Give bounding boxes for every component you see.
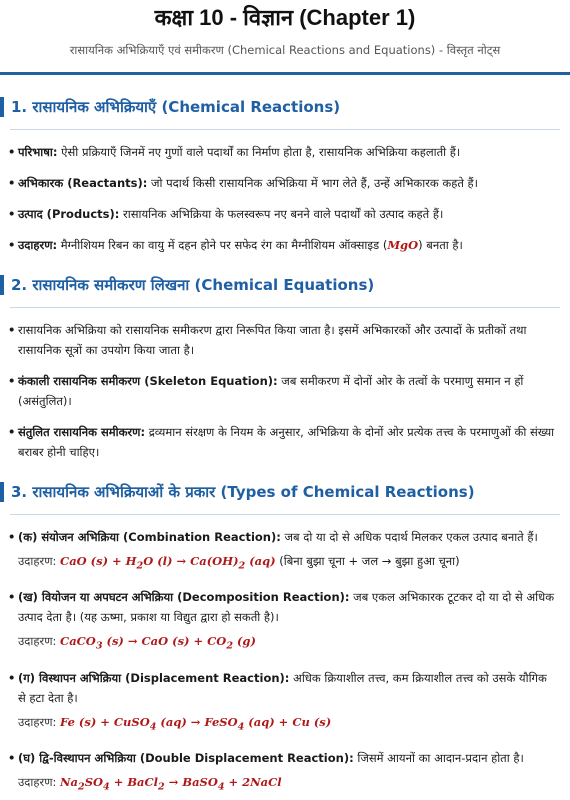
item-term: परिभाषा:: [18, 145, 58, 159]
page-title: कक्षा 10 - विज्ञान (Chapter 1): [154, 5, 416, 30]
header-divider: [0, 72, 570, 75]
section-divider: [10, 514, 560, 515]
list-item: [8, 320, 558, 360]
item-text: जिसमें आयनों का आदान-प्रदान होता है।: [353, 750, 524, 765]
example-formula: $Na_2SO_4$ + BaCl$_2$ → BaSO$_4$ + 2NaCl: [60, 774, 282, 793]
list-item: [8, 204, 558, 224]
section-chemical-reactions: [0, 97, 570, 255]
page-header: [0, 0, 570, 75]
section-list: [0, 320, 570, 462]
item-term: उदाहरण:: [18, 238, 58, 252]
formula-mgo: MgO: [387, 238, 419, 252]
section-divider: [10, 307, 560, 308]
item-term: (घ) द्वि-विस्थापन अभिक्रिया (Double Displacement Reaction):: [18, 750, 354, 765]
item-text: जब एकल अभिकारक टूटकर दो या दो से अधिक उत्पाद देता है। (यह ऊष्मा, प्रकाश या विद्युत द्वारा हो सकती है)।: [18, 590, 555, 625]
section-reaction-types: [0, 482, 570, 797]
list-item: [8, 235, 558, 255]
list-item: [8, 371, 558, 411]
section-chemical-equations: [0, 275, 570, 462]
example-label: उदाहरण:: [18, 634, 57, 649]
example-label: उदाहरण:: [18, 774, 57, 789]
section-heading: 3. रासायनिक अभिक्रियाओं के प्रकार (Types of Chemical Reactions): [0, 482, 570, 502]
list-item: [8, 173, 558, 193]
item-term: अभिकारक (Reactants):: [18, 176, 148, 190]
list-item: [8, 587, 558, 656]
list-item: [8, 527, 558, 576]
example-formula: CaCO$_3$ (s) → CaO $(s) + CO_2$ (g): [60, 634, 256, 652]
list-item: [8, 668, 558, 737]
example-label: उदाहरण:: [18, 714, 57, 729]
item-term: उत्पाद (Products):: [18, 207, 120, 221]
item-term: कंकाली रासायनिक समीकरण (Skeleton Equation):: [18, 374, 278, 388]
item-term: (ख) वियोजन या अपघटन अभिक्रिया (Decomposition Reaction):: [18, 590, 350, 605]
section-list: [0, 142, 570, 255]
item-term: (क) संयोजन अभिक्रिया (Combination Reaction):: [18, 530, 281, 544]
list-item: [8, 422, 558, 462]
item-term: संतुलित रासायनिक समीकरण:: [18, 425, 146, 439]
example-note: (बिना बुझा चूना + जल → बुझा हुआ चूना): [275, 554, 460, 568]
example-line: [18, 772, 558, 797]
example-label: उदाहरण:: [18, 554, 57, 568]
example-line: [18, 712, 558, 737]
example-formula: CaO $(s) + H_2O$ $(l) \to Ca(OH)_2$ (aq): [60, 554, 276, 572]
section-heading: 1. रासायनिक अभिक्रियाएँ (Chemical Reactions): [0, 97, 570, 117]
page-subtitle: रासायनिक अभिक्रियाएँ एवं समीकरण (Chemical Reactions and Equations) - विस्तृत नोट्स: [69, 43, 501, 57]
item-text: रासायनिक अभिक्रिया को रासायनिक समीकरण द्वारा निरूपित किया जाता है। इसमें अभिकारकों और उत्पादों के प्रतीकों तथा रासायनिक सूत्रों का उपयोग किया जाता है।: [18, 323, 527, 357]
example-line: [18, 551, 558, 576]
item-text: जब दो या दो से अधिक पदार्थ मिलकर एकल उत्पाद बनाते हैं।: [280, 530, 538, 544]
list-item: [8, 748, 558, 797]
section-divider: [10, 129, 560, 130]
item-text: ऐसी प्रक्रियाएँ जिनमें नए गुणों वाले पदार्थों का निर्माण होता है, रासायनिक अभिक्रिया कहलाती हैं।: [57, 145, 461, 159]
example-formula: Fe (s) + CuSO$_4$ (aq) → FeSO$_4$ (aq) + Cu (s): [60, 714, 332, 732]
item-text: जब समीकरण में दोनों ओर के तत्वों के परमाणु समान न हों (असंतुलित)।: [18, 374, 524, 408]
section-heading: 2. रासायनिक समीकरण लिखना (Chemical Equations): [0, 275, 570, 295]
item-text: ) बनता है।: [418, 238, 463, 252]
item-text: रासायनिक अभिक्रिया के फलस्वरूप नए बनने वाले पदार्थों को उत्पाद कहते हैं।: [119, 207, 444, 221]
item-text: मैग्नीशियम रिबन का वायु में दहन होने पर सफेद रंग का मैग्नीशियम ऑक्साइड (: [57, 238, 388, 252]
item-text: जो पदार्थ किसी रासायनिक अभिक्रिया में भाग लेते हैं, उन्हें अभिकारक कहते हैं।: [147, 176, 479, 190]
example-line: [18, 631, 558, 656]
item-text: अधिक क्रियाशील तत्त्व, कम क्रियाशील तत्त्व को उसके यौगिक से हटा देता है।: [18, 670, 547, 705]
list-item: [8, 142, 558, 162]
section-list: [0, 527, 570, 797]
item-term: (ग) विस्थापन अभिक्रिया (Displacement Reaction):: [18, 670, 290, 685]
item-text: द्रव्यमान संरक्षण के नियम के अनुसार, अभिक्रिया के दोनों ओर प्रत्येक तत्त्व के परमाणुओं की संख्या बराबर होनी चाहिए।: [18, 425, 555, 459]
